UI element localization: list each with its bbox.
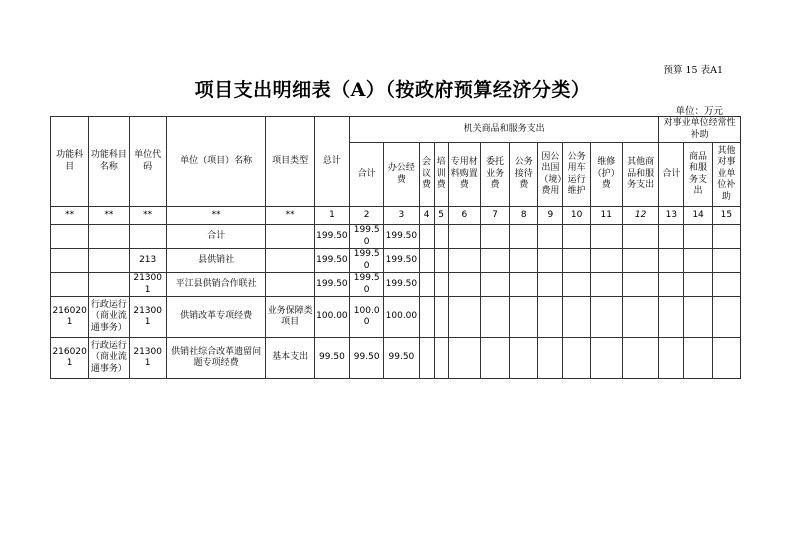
header-materials: 专用材料购置费: [448, 143, 480, 207]
goods-total-cell: 100.00: [350, 297, 384, 338]
project-type-cell: [266, 249, 314, 273]
form-number: 预算 15 表A1: [663, 65, 723, 76]
func-name-cell: 行政运行（商业流通事务）: [89, 297, 129, 338]
office-cell: 199.50: [384, 249, 419, 273]
unit-code-cell: 213001: [129, 338, 166, 379]
header-unit-code: 单位代码: [129, 117, 166, 207]
goods-total-cell: 99.50: [350, 338, 384, 379]
project-type-cell: 基本支出: [266, 338, 314, 379]
unit-name-cell: 合计: [166, 225, 266, 249]
index-cell: 7: [480, 207, 509, 225]
header-goods-services: 机关商品和服务支出: [350, 117, 659, 143]
header-func-name: 功能科目名称: [89, 117, 129, 207]
table-row: [51, 273, 741, 297]
header-office: 办公经费: [384, 143, 419, 207]
unit-code-cell: 213: [129, 249, 166, 273]
index-cell: 14: [684, 207, 712, 225]
header-other-goods: 其他商品和服务支出: [622, 143, 658, 207]
project-expenditure-table: [50, 116, 741, 379]
unit-code-cell: 213001: [129, 273, 166, 297]
project-type-cell: [266, 225, 314, 249]
index-row: [51, 207, 741, 225]
index-cell: 5: [434, 207, 448, 225]
total-cell: 99.50: [314, 338, 349, 379]
total-cell: 199.50: [314, 273, 349, 297]
goods-total-cell: 199.50: [350, 225, 384, 249]
header-reception: 公务接待费: [510, 143, 538, 207]
header-subsidy-other: 其他对事业单位补助: [712, 143, 740, 207]
index-cell: 13: [659, 207, 684, 225]
func-code-cell: [51, 273, 89, 297]
header-project-type: 项目类型: [266, 117, 314, 207]
unit-name-cell: 供销社综合改革遗留问题专项经费: [166, 338, 266, 379]
func-code-cell: [51, 225, 89, 249]
header-subsidy-group: 对事业单位经常性补助: [659, 117, 741, 143]
index-cell: 4: [419, 207, 434, 225]
unit-name-cell: 供销改革专项经费: [166, 297, 266, 338]
index-cell: 3: [384, 207, 419, 225]
func-code-cell: [51, 249, 89, 273]
unit-name-cell: 县供销社: [166, 249, 266, 273]
table-row: [51, 297, 741, 338]
func-name-cell: 行政运行（商业流通事务）: [89, 338, 129, 379]
office-cell: 100.00: [384, 297, 419, 338]
header-meeting: 会议费: [419, 143, 434, 207]
index-cell: 2: [350, 207, 384, 225]
header-unit-name: 单位（项目）名称: [166, 117, 266, 207]
index-cell: 1: [314, 207, 349, 225]
header-commission: 委托业务费: [480, 143, 509, 207]
func-code-cell: 2160201: [51, 338, 89, 379]
index-cell: 15: [712, 207, 740, 225]
index-cell: 9: [538, 207, 563, 225]
total-cell: 199.50: [314, 249, 349, 273]
func-code-cell: 2160201: [51, 297, 89, 338]
office-cell: 199.50: [384, 225, 419, 249]
project-type-cell: [266, 273, 314, 297]
unit-name-cell: 平江县供销合作联社: [166, 273, 266, 297]
total-cell: 199.50: [314, 225, 349, 249]
index-cell: **: [129, 207, 166, 225]
header-subsidy-total: 合计: [659, 143, 684, 207]
index-cell: 12: [622, 207, 658, 225]
index-cell: **: [51, 207, 89, 225]
index-cell: 6: [448, 207, 480, 225]
unit-code-cell: [129, 225, 166, 249]
index-cell: 10: [563, 207, 590, 225]
header-func-code: 功能科目: [51, 117, 89, 207]
header-goods-total: 合计: [350, 143, 384, 207]
table-row: [51, 249, 741, 273]
unit-label: 单位：万元: [675, 106, 723, 117]
header-vehicle: 公务用车运行维护: [563, 143, 590, 207]
index-cell: 8: [510, 207, 538, 225]
header-subsidy-goods: 商品和服务支出: [684, 143, 712, 207]
page-title: 项目支出明细表（A）（按政府预算经济分类）: [194, 79, 591, 101]
func-name-cell: [89, 225, 129, 249]
index-cell: **: [89, 207, 129, 225]
total-cell: 100.00: [314, 297, 349, 338]
header-training: 培训费: [434, 143, 448, 207]
header-row-1: [51, 117, 741, 143]
office-cell: 199.50: [384, 273, 419, 297]
func-name-cell: [89, 249, 129, 273]
office-cell: 99.50: [384, 338, 419, 379]
unit-code-cell: 213001: [129, 297, 166, 338]
goods-total-cell: 199.50: [350, 249, 384, 273]
table-row: [51, 225, 741, 249]
header-overseas: 因公出国（境）费用: [538, 143, 563, 207]
index-cell: 11: [590, 207, 622, 225]
table-row: [51, 338, 741, 379]
goods-total-cell: 199.50: [350, 273, 384, 297]
index-cell: **: [166, 207, 266, 225]
func-name-cell: [89, 273, 129, 297]
header-maintenance: 维修（护）费: [590, 143, 622, 207]
header-total: 总计: [314, 117, 349, 207]
index-cell: **: [266, 207, 314, 225]
project-type-cell: 业务保障类项目: [266, 297, 314, 338]
